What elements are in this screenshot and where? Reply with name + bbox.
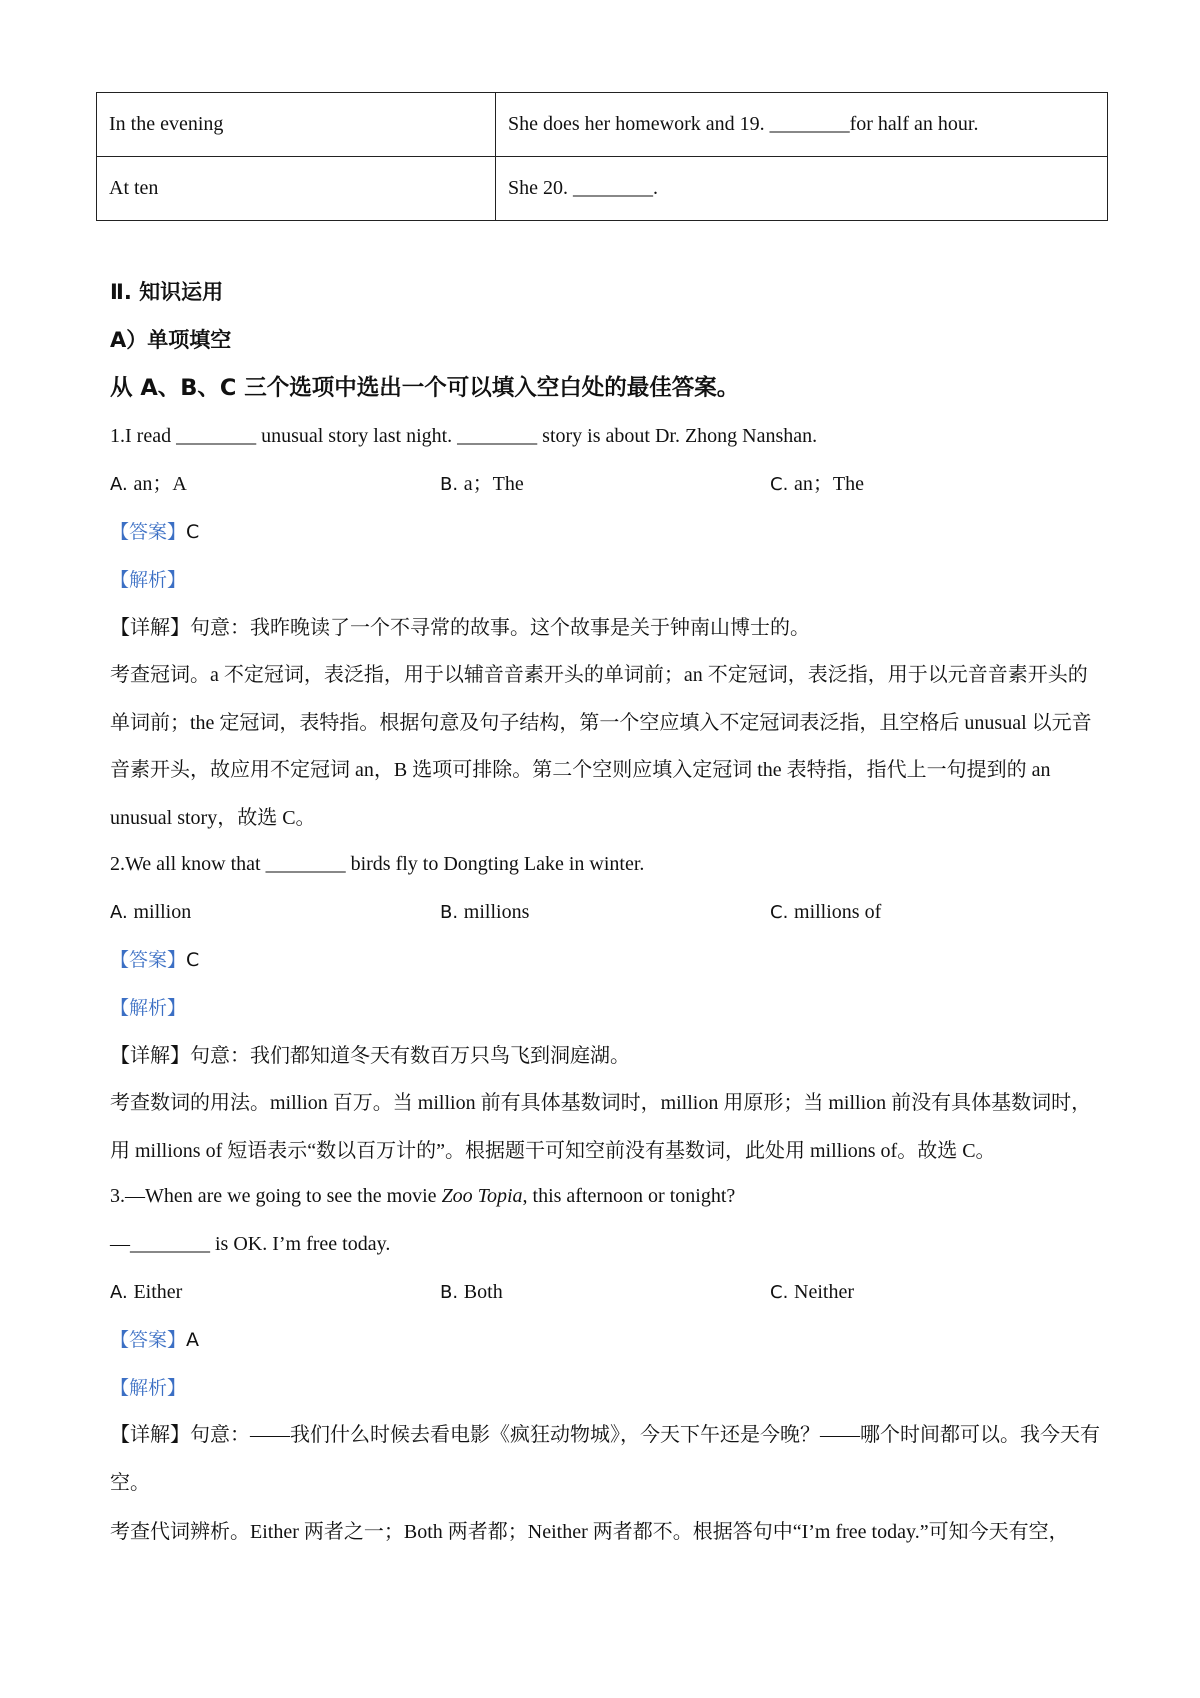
detail-text: 句意：我们都知道冬天有数百万只鸟飞到洞庭湖。 [190,1045,630,1067]
section-subheading: A）单项填空 [110,328,232,352]
question-3-option-b[interactable] [440,1278,503,1307]
question-2-stem: 2.We all know that ________ birds fly to Dongting Lake in winter. [110,853,645,875]
option-letter: A. [110,902,134,923]
question-3-option-c[interactable] [770,1278,854,1307]
table-cell-time: At ten [97,157,496,221]
section-instruction: 从 A、B、C 三个选项中选出一个可以填入空白处的最佳答案。 [110,375,740,401]
question-1-detail [110,614,810,642]
detail-tag: 【详解】 [110,617,190,639]
question-3-analysis [110,1374,186,1402]
option-letter: C. [770,474,795,495]
analysis-tag: 【解析】 [110,1377,187,1399]
stem-text: 3.—When are we going to see the movie [110,1185,442,1207]
question-2-option-c[interactable] [770,898,881,927]
question-1-option-b[interactable] [440,470,524,499]
option-text: millions of [794,901,882,923]
detail-text: 句意：我昨晚读了一个不寻常的故事。这个故事是关于钟南山博士的。 [190,617,810,639]
question-2-option-b[interactable] [440,898,529,927]
option-letter: B. [440,1282,464,1303]
detail-text: 句意：——我们什么时候去看电影《疯狂动物城》，今天下午还是今晚？——哪个时间都可以。我今天有空。 [110,1424,1100,1494]
analysis-tag: 【解析】 [110,997,187,1019]
table-cell-time: In the evening [97,93,496,157]
question-3-answer [110,1326,199,1354]
option-letter: C. [770,902,795,923]
question-1-stem: 1.I read ________ unusual story last night. ________ story is about Dr. Zhong Nanshan. [110,425,818,447]
answer-value: A [186,1329,200,1351]
detail-tag: 【详解】 [110,1045,190,1067]
question-1-analysis [110,566,186,594]
option-letter: B. [440,902,464,923]
answer-value: C [186,949,200,971]
option-letter: A. [110,1282,134,1303]
question-1-option-a[interactable] [110,470,187,499]
table-row [97,93,1108,157]
option-text: a；The [463,473,524,495]
option-text: Both [463,1281,503,1303]
question-3-detail [110,1412,1100,1507]
question-1-answer [110,518,199,546]
question-3-reply: —________ is OK. I’m free today. [110,1233,391,1255]
option-text: an；The [794,473,864,495]
answer-value: C [186,521,200,543]
question-3-explanation: 考查代词辨析。Either 两者之一；Both 两者都；Neither 两者都不。根据答句中“I’m free today.”可知今天有空， [110,1521,1069,1543]
table-cell-activity: She 20. ________. [496,157,1108,221]
analysis-tag: 【解析】 [110,569,187,591]
option-text: millions [463,901,530,923]
stem-text: , this afternoon or tonight? [522,1185,736,1207]
option-letter: A. [110,474,134,495]
answer-tag: 【答案】 [110,949,187,971]
question-2-answer [110,946,199,974]
question-2-detail [110,1042,630,1070]
option-text: Either [133,1281,183,1303]
option-text: Neither [794,1281,854,1303]
section-heading: Ⅱ. 知识运用 [110,280,224,304]
option-letter: C. [770,1282,795,1303]
question-2-explanation: 考查数词的用法。million 百万。当 million 前有具体基数词时，million 用原形；当 million 前没有具体基数词时，用 millions of 短语表示“数以百万计的”。根据题干可知空前没有基数词，此处用 millions of。故选 C。 [110,1092,1092,1162]
answer-tag: 【答案】 [110,521,187,543]
movie-title: Zoo Topia [441,1185,523,1207]
schedule-table [96,92,1108,221]
question-1-explanation: 考查冠词。a 不定冠词，表泛指，用于以辅音音素开头的单词前；an 不定冠词，表泛指，用于以元音音素开头的单词前；the 定冠词，表特指。根据句意及句子结构，第一个空应填入不定冠词表泛指，且空格后 unusual 以元音音素开头，故应用不定冠词 an，B 选项可排除。第二个空则应填入定冠词 the 表特指，指代上一句提到的 an unusual story，故选 C。 [110,664,1092,829]
answer-tag: 【答案】 [110,1329,187,1351]
table-cell-activity: She does her homework and 19. ________for half an hour. [496,93,1108,157]
table-row [97,157,1108,221]
option-text: million [133,901,192,923]
question-3-option-a[interactable] [110,1278,182,1307]
question-1-option-c[interactable] [770,470,864,499]
question-3-stem [110,1182,735,1210]
option-letter: B. [440,474,464,495]
option-text: an；A [133,473,187,495]
question-2-option-a[interactable] [110,898,191,927]
question-2-analysis [110,994,186,1022]
detail-tag: 【详解】 [110,1424,190,1446]
